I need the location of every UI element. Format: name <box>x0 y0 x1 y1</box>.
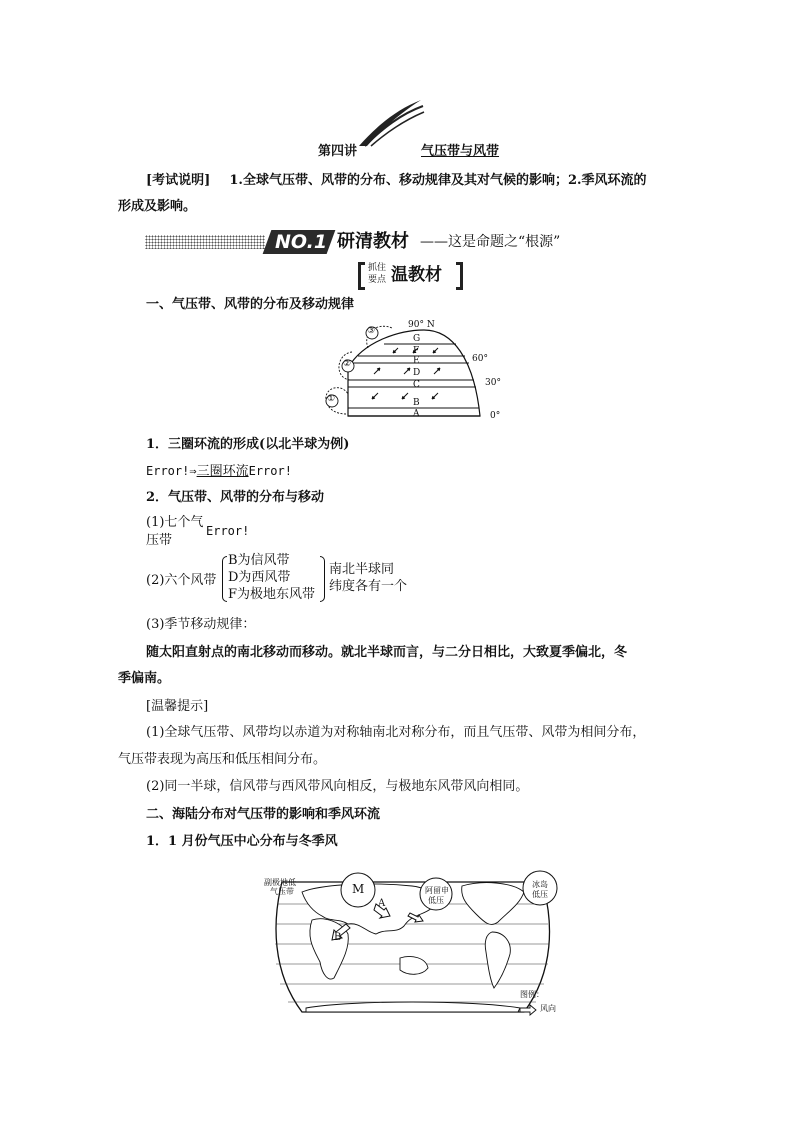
item2-2-right-brace <box>320 556 325 602</box>
cell-label-2: ② <box>343 359 352 369</box>
sub-banner-right-bracket <box>456 262 463 290</box>
item2-1-line1: (1)七个气 <box>146 515 204 530</box>
item2-title: 2．气压带、风带的分布与移动 <box>146 490 325 505</box>
map-iceland-label2: 低压 <box>532 890 548 899</box>
page-title: 气压带与风带 <box>421 144 500 159</box>
item2-2-label: (2)六个风带 <box>146 573 217 588</box>
exam-line2: 形成及影响。 <box>118 199 197 214</box>
sub-banner-prefix-bottom: 要点 <box>368 275 387 285</box>
item1-formula <box>146 460 292 483</box>
item2-1-line2: 压带 <box>146 533 173 548</box>
world-map <box>262 862 562 1024</box>
banner-subtitle: ——这是命题之“根源” <box>420 234 561 250</box>
exam-label: [考试说明] <box>146 173 211 188</box>
cell-label-1: ① <box>327 394 336 404</box>
tip1-line2: 气压带表现为高压和低压相间分布。 <box>118 752 327 767</box>
item2-2-line-F-text: F为极地东风带 <box>228 587 316 602</box>
lat-30: 30° <box>485 378 501 388</box>
move-line1: 随太阳直射点的南北移动而移动。就北半球而言，与二分日相比，大致夏季偏北，冬 <box>146 645 628 660</box>
letter-B: B <box>413 398 420 408</box>
lat-0: 0° <box>490 411 501 421</box>
lat-90: 90° N <box>408 320 435 330</box>
formula-error-a: Error!⇒ <box>146 464 197 478</box>
move-line2: 季偏南。 <box>118 671 171 686</box>
letter-E: E <box>413 356 420 366</box>
map-aleutian-label1: 阿留申 <box>425 886 449 895</box>
banner-badge-text: NO.1 <box>275 231 328 253</box>
letter-D: D <box>413 368 421 378</box>
map-subpolar-label: 副极地低 <box>264 878 296 887</box>
item2-1-error: Error! <box>206 524 250 538</box>
tips-label: [温馨提示] <box>146 699 209 714</box>
lecture-number: 第四讲 <box>318 144 358 159</box>
map-iceland-label1: 冰岛 <box>532 880 548 889</box>
letter-C: C <box>413 380 420 390</box>
section1-heading: 一、气压带、风带的分布及移动规律 <box>146 297 355 312</box>
map-subpolar-label2: 气压带 <box>270 887 294 896</box>
letter-A: A <box>413 409 420 419</box>
sub-banner-left-bracket <box>358 262 365 290</box>
formula-middle: 三圈环流 <box>196 464 249 479</box>
header-swoosh-icon <box>355 98 425 148</box>
banner-dotted-rule <box>145 235 265 249</box>
sub-banner-prefix-top: 抓住 <box>368 263 387 273</box>
item1-title: 1．三圈环流的形成(以北半球为例) <box>146 437 350 452</box>
tip2: (2)同一半球，信风带与西风带风向相反，与极地东风带风向相同。 <box>146 779 529 794</box>
pressure-belt-diagram <box>312 318 512 426</box>
section-banner <box>145 230 645 258</box>
item2-2-note2: 纬度各有一个 <box>329 579 408 594</box>
map-legend-wind: 风向 <box>540 1004 556 1013</box>
map-aleutian-label2: 低压 <box>428 896 444 905</box>
section2-heading: 二、海陆分布对气压带的影响和季风环流 <box>146 807 381 822</box>
sub-banner <box>358 262 468 288</box>
cell-label-3: ③ <box>367 326 376 336</box>
item2-2-note1: 南北半球同 <box>329 562 395 577</box>
section2-item1: 1．1 月份气压中心分布与冬季风 <box>146 834 338 849</box>
tip1-line1: (1)全球气压带、风带均以赤道为对称轴南北对称分布，而且气压带、风带为相间分布， <box>146 725 646 740</box>
item2-2-line-B: B为信风带 <box>228 553 290 568</box>
item2-2-line-D: D为西风带 <box>228 570 291 585</box>
exam-line1: 1.全球气压带、风带的分布、移动规律及其对气候的影响；2.季风环流的 <box>229 173 647 188</box>
letter-G: G <box>413 334 421 344</box>
item2-2-left-brace <box>222 556 227 602</box>
map-legend-label: 图例： <box>520 990 544 999</box>
lat-60: 60° <box>472 354 488 364</box>
map-B-label: B <box>334 932 342 943</box>
letter-F: F <box>413 346 420 356</box>
map-A-label: A <box>378 898 386 909</box>
sub-banner-main: 温教材 <box>391 265 442 285</box>
formula-error-b: Error! <box>248 464 292 478</box>
exam-description <box>146 170 686 192</box>
map-M-label: M <box>352 882 365 896</box>
item2-3-title: (3)季节移动规律： <box>146 617 256 632</box>
banner-title: 研清教材 <box>337 231 409 252</box>
item2-2-line-F <box>228 586 315 604</box>
